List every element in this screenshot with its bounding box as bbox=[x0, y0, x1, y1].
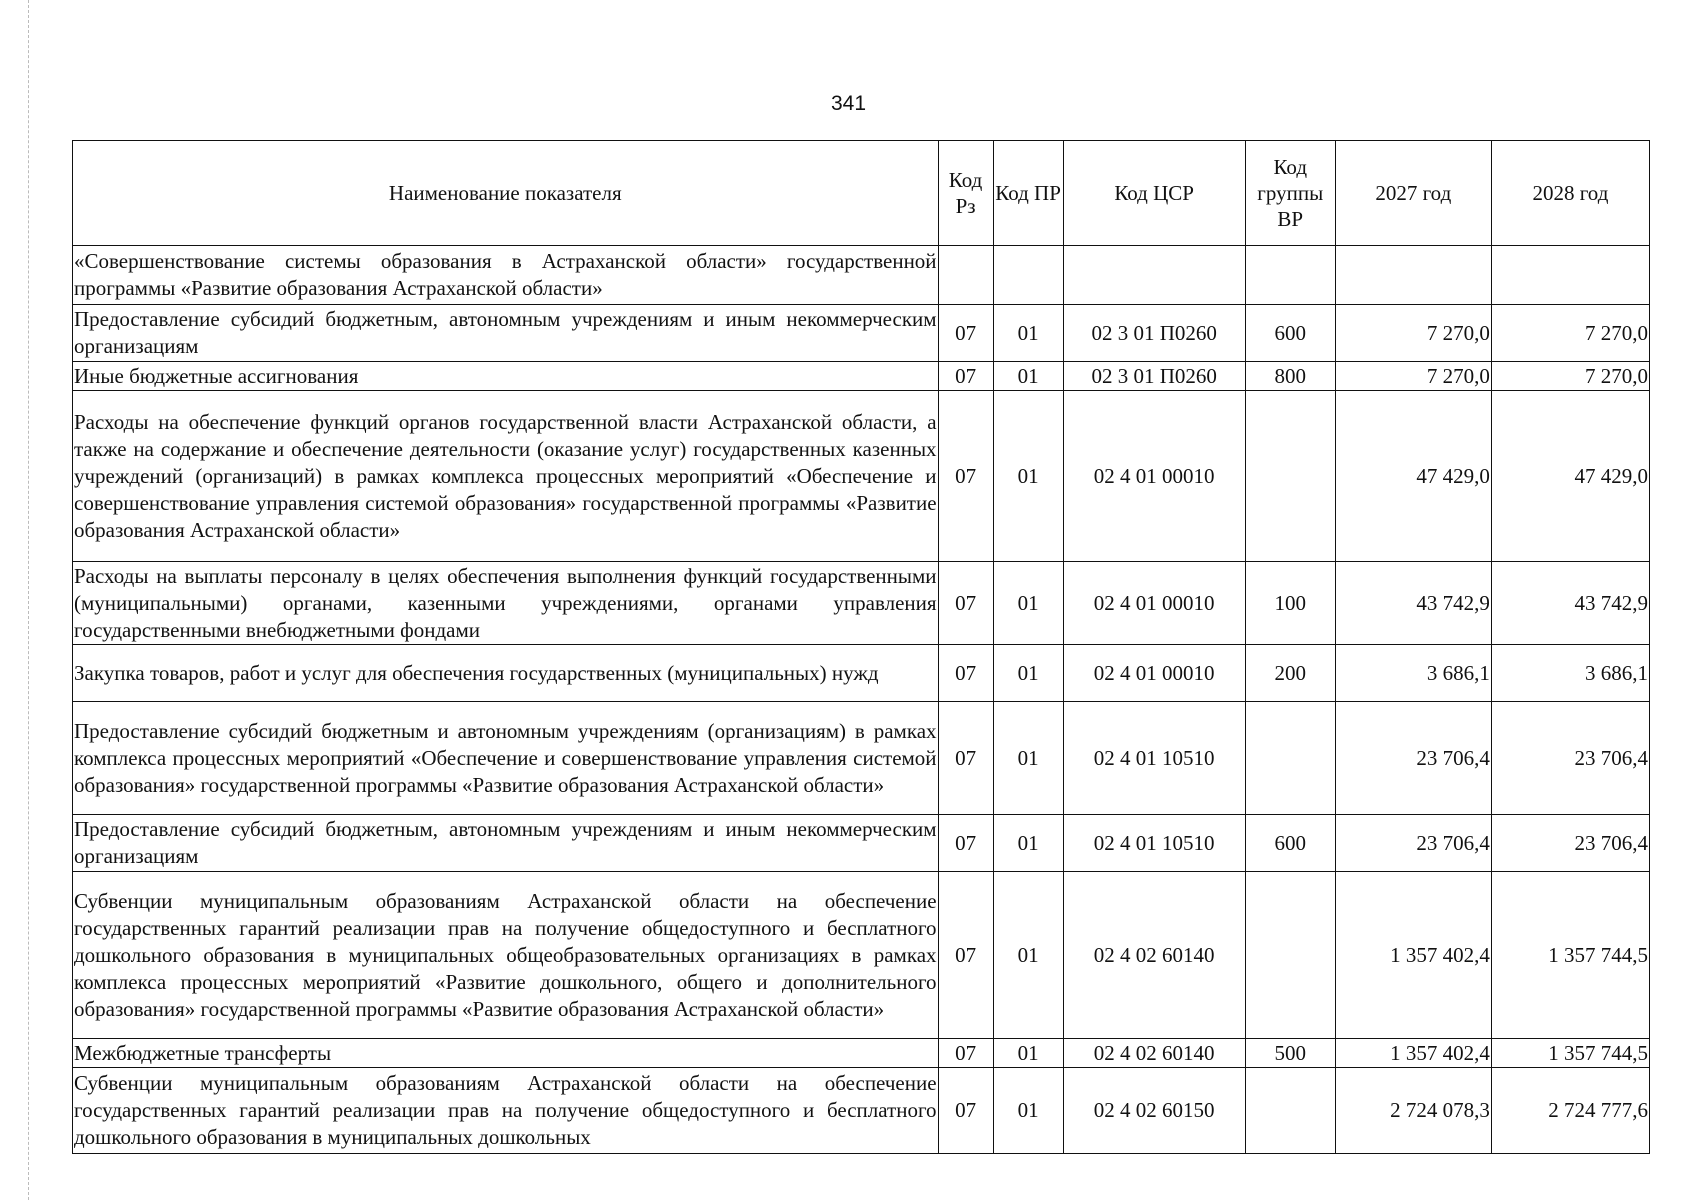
cell-2028: 1 357 744,5 bbox=[1491, 1039, 1649, 1068]
cell-vr bbox=[1245, 702, 1335, 815]
cell-name: Предоставление субсидий бюджетным, автономным учреждениям и иным некоммерческим организациям bbox=[73, 815, 939, 872]
cell-name: Предоставление субсидий бюджетным и автономным учреждениям (организациям) в рамках комплекса процессных мероприятий «Обеспечение и совершенствование управления системой образования» государственной программы «Развитие образования Астраханской области» bbox=[73, 702, 939, 815]
page-number: 341 bbox=[830, 92, 867, 115]
cell-2028: 1 357 744,5 bbox=[1491, 872, 1649, 1039]
table-row bbox=[73, 391, 1650, 562]
cell-rz: 07 bbox=[938, 305, 993, 362]
cell-2027: 2 724 078,3 bbox=[1335, 1068, 1491, 1154]
cell-2028: 43 742,9 bbox=[1491, 562, 1649, 645]
cell-name: Закупка товаров, работ и услуг для обеспечения государственных (муниципальных) нужд bbox=[73, 645, 939, 702]
header-rz: Код Рз bbox=[938, 141, 993, 246]
cell-vr: 600 bbox=[1245, 815, 1335, 872]
cell-vr: 100 bbox=[1245, 562, 1335, 645]
cell-name: Расходы на обеспечение функций органов государственной власти Астраханской области, а также на содержание и обеспечение деятельности (оказание услуг) государственных казенных учреждений (организаций) в рамках комплекса процессных мероприятий «Обеспечение и совершенствование управления системой образования» государственной программы «Развитие образования Астраханской области» bbox=[73, 391, 939, 562]
cell-csr: 02 3 01 П0260 bbox=[1063, 305, 1245, 362]
cell-name: Субвенции муниципальным образованиям Астраханской области на обеспечение государственных гарантий реализации прав на получение общедоступного и бесплатного дошкольного образования в муниципальных общеобразовательных организациях в рамках комплекса процессных мероприятий «Развитие дошкольного, общего и дополнительного образования» государственной программы «Развитие образования Астраханской области» bbox=[73, 872, 939, 1039]
table-row bbox=[73, 702, 1650, 815]
cell-pr: 01 bbox=[993, 645, 1063, 702]
cell-pr: 01 bbox=[993, 362, 1063, 391]
cell-2028: 7 270,0 bbox=[1491, 362, 1649, 391]
cell-2028 bbox=[1491, 246, 1649, 305]
cell-2027: 7 270,0 bbox=[1335, 362, 1491, 391]
table-row bbox=[73, 1039, 1650, 1068]
header-csr: Код ЦСР bbox=[1063, 141, 1245, 246]
cell-vr: 500 bbox=[1245, 1039, 1335, 1068]
cell-pr: 01 bbox=[993, 1039, 1063, 1068]
cell-csr: 02 4 02 60140 bbox=[1063, 1039, 1245, 1068]
cell-name: Иные бюджетные ассигнования bbox=[73, 362, 939, 391]
cell-name: Межбюджетные трансферты bbox=[73, 1039, 939, 1068]
cell-rz: 07 bbox=[938, 702, 993, 815]
cell-rz bbox=[938, 246, 993, 305]
table-row bbox=[73, 305, 1650, 362]
cell-vr bbox=[1245, 246, 1335, 305]
table-row bbox=[73, 1068, 1650, 1154]
cell-2028: 2 724 777,6 bbox=[1491, 1068, 1649, 1154]
page-margin-rule bbox=[28, 0, 29, 1200]
cell-vr bbox=[1245, 872, 1335, 1039]
cell-pr: 01 bbox=[993, 872, 1063, 1039]
cell-2027: 7 270,0 bbox=[1335, 305, 1491, 362]
budget-table bbox=[72, 140, 1650, 1154]
header-name: Наименование показателя bbox=[73, 141, 939, 246]
cell-2027: 3 686,1 bbox=[1335, 645, 1491, 702]
table-row bbox=[73, 362, 1650, 391]
cell-rz: 07 bbox=[938, 1039, 993, 1068]
cell-csr: 02 4 01 00010 bbox=[1063, 391, 1245, 562]
header-vr: Код группы ВР bbox=[1245, 141, 1335, 246]
cell-2028: 23 706,4 bbox=[1491, 815, 1649, 872]
cell-csr bbox=[1063, 246, 1245, 305]
cell-csr: 02 3 01 П0260 bbox=[1063, 362, 1245, 391]
header-row bbox=[73, 141, 1650, 246]
cell-name: Предоставление субсидий бюджетным, автономным учреждениям и иным некоммерческим организациям bbox=[73, 305, 939, 362]
cell-csr: 02 4 02 60140 bbox=[1063, 872, 1245, 1039]
table-row bbox=[73, 872, 1650, 1039]
table-row bbox=[73, 246, 1650, 305]
cell-pr: 01 bbox=[993, 815, 1063, 872]
cell-pr: 01 bbox=[993, 1068, 1063, 1154]
cell-pr: 01 bbox=[993, 702, 1063, 815]
table-row bbox=[73, 645, 1650, 702]
cell-csr: 02 4 01 10510 bbox=[1063, 815, 1245, 872]
header-pr: Код ПР bbox=[993, 141, 1063, 246]
cell-2027: 1 357 402,4 bbox=[1335, 872, 1491, 1039]
cell-2027 bbox=[1335, 246, 1491, 305]
cell-2028: 7 270,0 bbox=[1491, 305, 1649, 362]
cell-2028: 47 429,0 bbox=[1491, 391, 1649, 562]
cell-pr bbox=[993, 246, 1063, 305]
cell-rz: 07 bbox=[938, 815, 993, 872]
cell-csr: 02 4 01 10510 bbox=[1063, 702, 1245, 815]
cell-vr: 200 bbox=[1245, 645, 1335, 702]
cell-csr: 02 4 01 00010 bbox=[1063, 645, 1245, 702]
cell-2027: 23 706,4 bbox=[1335, 815, 1491, 872]
cell-2027: 23 706,4 bbox=[1335, 702, 1491, 815]
cell-rz: 07 bbox=[938, 872, 993, 1039]
cell-rz: 07 bbox=[938, 645, 993, 702]
header-2028: 2028 год bbox=[1491, 141, 1649, 246]
cell-rz: 07 bbox=[938, 562, 993, 645]
cell-vr bbox=[1245, 391, 1335, 562]
cell-name: «Совершенствование системы образования в Астраханской области» государственной программы «Развитие образования Астраханской области» bbox=[73, 246, 939, 305]
cell-name: Субвенции муниципальным образованиям Астраханской области на обеспечение государственных гарантий реализации прав на получение общедоступного и бесплатного дошкольного образования в муниципальных дошкольных bbox=[73, 1068, 939, 1154]
cell-2028: 3 686,1 bbox=[1491, 645, 1649, 702]
cell-pr: 01 bbox=[993, 391, 1063, 562]
cell-csr: 02 4 01 00010 bbox=[1063, 562, 1245, 645]
table-row bbox=[73, 562, 1650, 645]
cell-2028: 23 706,4 bbox=[1491, 702, 1649, 815]
cell-rz: 07 bbox=[938, 1068, 993, 1154]
table-row bbox=[73, 815, 1650, 872]
table-header bbox=[73, 141, 1650, 246]
cell-2027: 47 429,0 bbox=[1335, 391, 1491, 562]
cell-rz: 07 bbox=[938, 391, 993, 562]
cell-rz: 07 bbox=[938, 362, 993, 391]
cell-name: Расходы на выплаты персоналу в целях обеспечения выполнения функций государственными (муниципальными) органами, казенными учреждениями, органами управления государственными внебюджетными фондами bbox=[73, 562, 939, 645]
cell-vr: 800 bbox=[1245, 362, 1335, 391]
header-2027: 2027 год bbox=[1335, 141, 1491, 246]
cell-pr: 01 bbox=[993, 305, 1063, 362]
cell-2027: 43 742,9 bbox=[1335, 562, 1491, 645]
cell-vr bbox=[1245, 1068, 1335, 1154]
cell-csr: 02 4 02 60150 bbox=[1063, 1068, 1245, 1154]
table-body bbox=[73, 246, 1650, 1154]
cell-vr: 600 bbox=[1245, 305, 1335, 362]
cell-pr: 01 bbox=[993, 562, 1063, 645]
cell-2027: 1 357 402,4 bbox=[1335, 1039, 1491, 1068]
